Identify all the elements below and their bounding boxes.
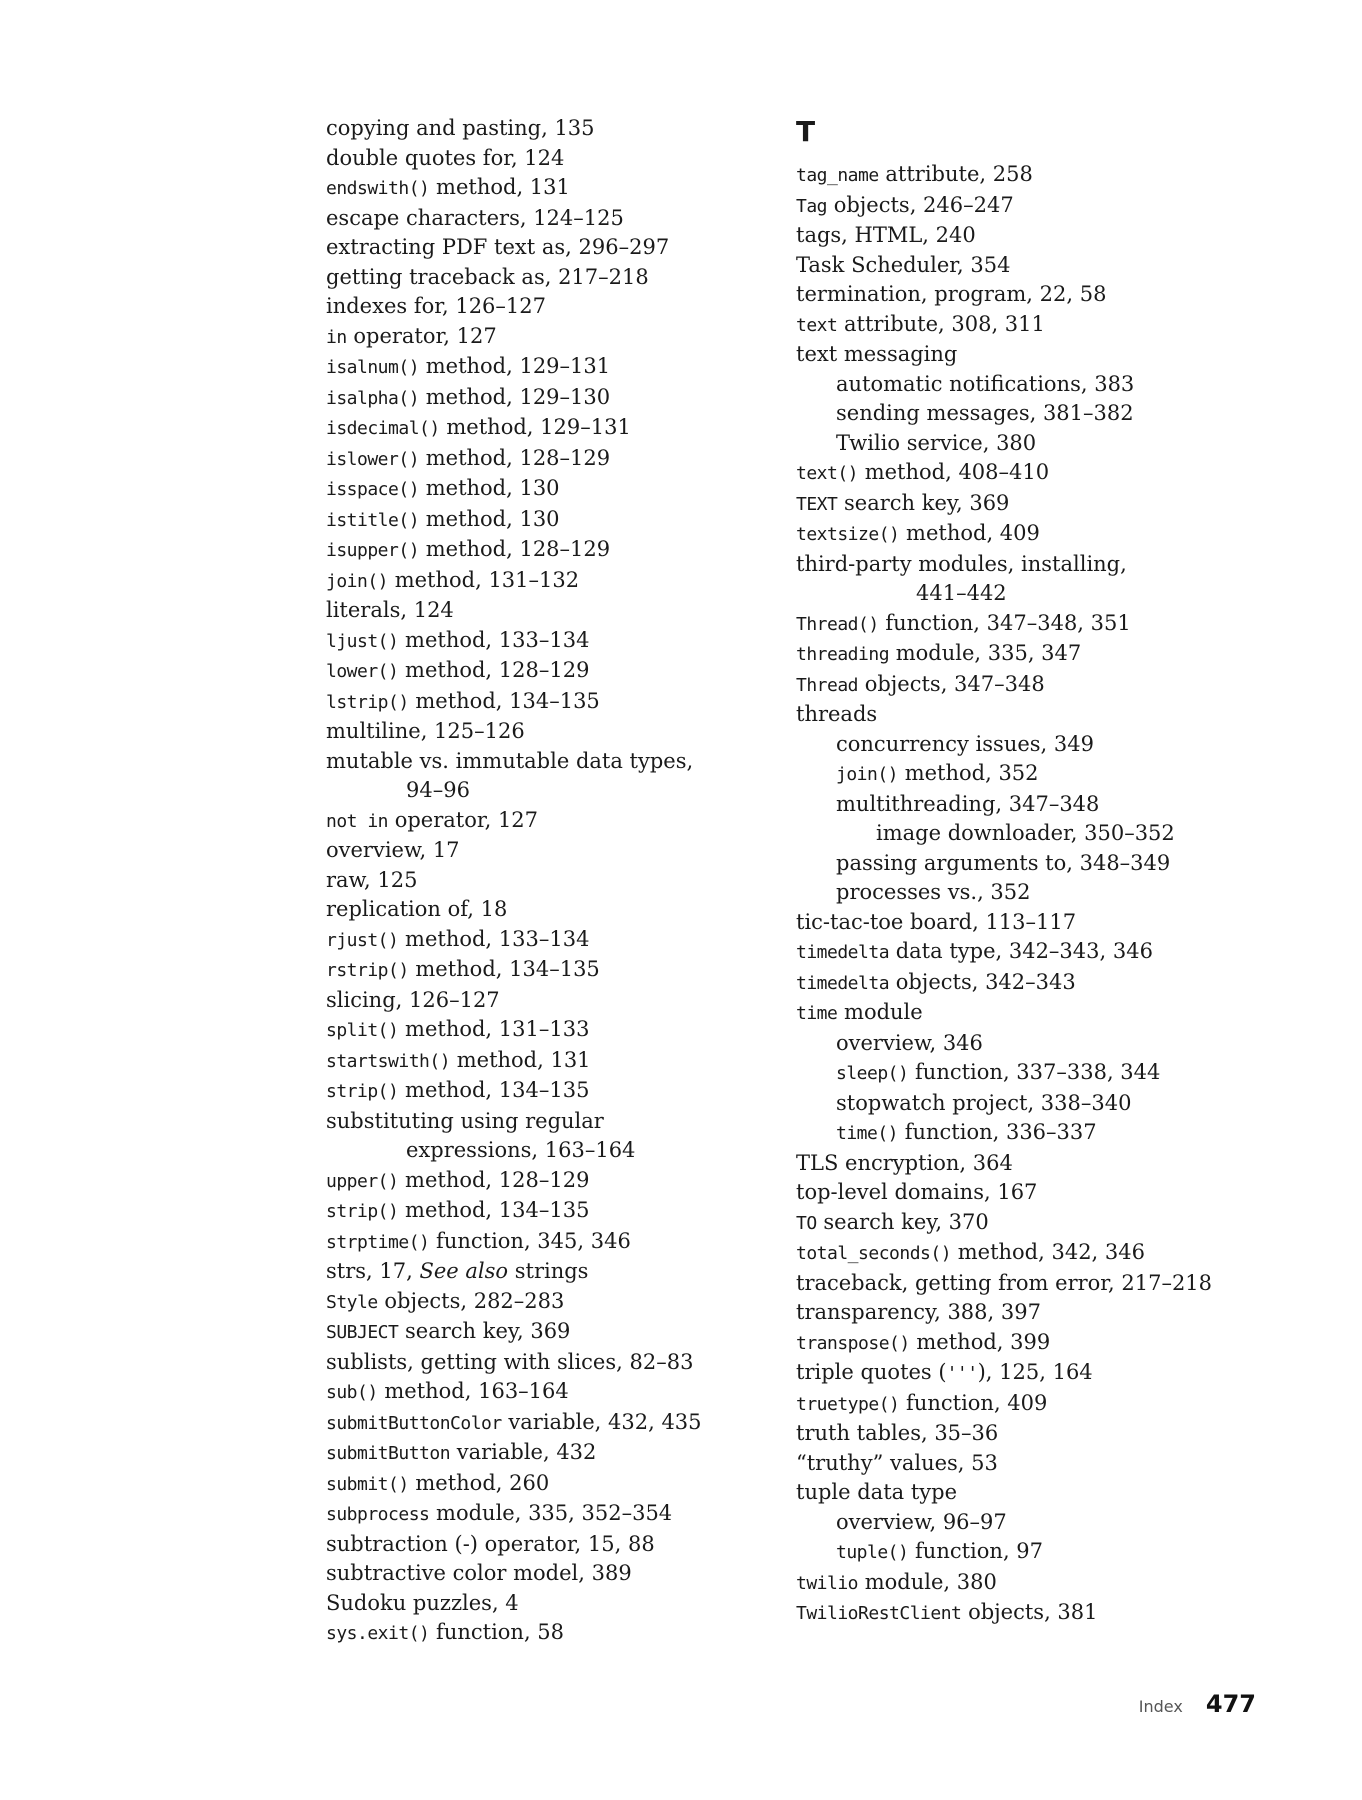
index-entry-code: time() (836, 1123, 899, 1144)
index-entry-text: concurrency issues, 349 (836, 731, 1094, 756)
index-entry-text: slicing, 126–127 (326, 987, 500, 1012)
index-entry (326, 1107, 756, 1137)
index-entry-code: not in (326, 810, 389, 832)
index-entry-code: rjust() (326, 929, 399, 951)
index-entry-code: sleep() (836, 1063, 909, 1084)
index-entry (326, 383, 756, 414)
index-entry-text: objects, 381 (961, 1600, 1098, 1624)
index-entry-text: transparency, 388, 397 (796, 1300, 1041, 1324)
index-entry-text: expressions, 163–164 (406, 1138, 636, 1162)
index-entry-code: endswith() (326, 178, 430, 199)
index-entry (326, 955, 756, 986)
index-entry-text: indexes for, 126–127 (326, 294, 546, 318)
index-entry-text: 94–96 (406, 778, 470, 802)
index-entry-text: method, 133–134 (398, 926, 590, 951)
index-entry-code: Style (326, 1291, 378, 1313)
index-entry (326, 1076, 756, 1107)
index-entry (326, 1166, 756, 1197)
index-entry-text: method, 260 (408, 1470, 550, 1495)
index-entry (796, 1449, 1256, 1479)
index-entry (326, 413, 756, 444)
index-entry-code: strip() (326, 1201, 399, 1222)
index-entry (796, 399, 1256, 429)
index-entry (326, 1469, 756, 1500)
index-entry (326, 505, 756, 536)
index-entry (796, 221, 1256, 251)
index-entry (796, 609, 1256, 640)
page-footer (1100, 1690, 1256, 1718)
index-entry-code: in (326, 326, 347, 348)
index-entry-text: method, 134–135 (398, 1198, 590, 1222)
index-entry (796, 429, 1256, 459)
index-entry-text: strs, 17, (326, 1259, 420, 1283)
index-entry-text: method, 399 (909, 1329, 1051, 1354)
index-entry (326, 656, 756, 687)
index-entry-code: twilio (796, 1572, 859, 1594)
index-entry (796, 191, 1256, 222)
index-entry (796, 1419, 1256, 1449)
index-entry (326, 292, 756, 322)
index-entry (796, 370, 1256, 400)
index-entry-text: objects, 282–283 (377, 1288, 565, 1313)
index-entry-text: automatic notifications, 383 (836, 371, 1135, 396)
index-entry (796, 251, 1256, 281)
index-entry (326, 1530, 756, 1560)
index-entry-text: escape characters, 124–125 (326, 205, 624, 230)
index-entry (326, 1618, 756, 1649)
index-entry-text: method, 131–132 (388, 567, 580, 592)
index-entry-text: method, 128–129 (398, 1167, 590, 1192)
index-entry (796, 908, 1256, 938)
index-entry-text: search key, 369 (837, 490, 1010, 515)
index-entry (326, 1227, 756, 1258)
index-entry-text: multithreading, 347–348 (836, 791, 1100, 816)
index-entry-text: third-party modules, installing, (796, 551, 1127, 576)
index-entry (796, 1238, 1256, 1269)
index-entry (796, 310, 1256, 341)
index-entry (326, 204, 756, 234)
index-entry-code: ''' (946, 1363, 978, 1384)
index-entry-text: image downloader, 350–352 (876, 821, 1175, 845)
index-entry (326, 986, 756, 1016)
index-entry-code: ljust() (326, 630, 399, 652)
index-entry-text: truth tables, 35–36 (796, 1421, 999, 1445)
index-entry-code: submit() (326, 1473, 409, 1495)
index-entry (326, 1589, 756, 1619)
index-entry (796, 1089, 1256, 1119)
index-entry-text: sublists, getting with slices, 82–83 (326, 1349, 694, 1374)
index-entry-text: search key, 370 (816, 1209, 989, 1234)
index-entry-text: operator, 127 (388, 807, 539, 832)
index-entry (796, 639, 1256, 670)
index-entry (326, 596, 756, 626)
index-entry-text: method, 409 (899, 521, 1040, 545)
index-entry-text: Twilio service, 380 (836, 430, 1037, 455)
index-entry-text: operator, 127 (346, 323, 497, 348)
index-entry-code: TEXT (796, 493, 838, 515)
index-entry (796, 968, 1256, 999)
index-entry (796, 1389, 1256, 1420)
index-entry-text: method, 129–130 (419, 384, 611, 409)
index-entry (796, 849, 1256, 879)
index-entry (326, 1046, 756, 1077)
index-entry (796, 1478, 1256, 1508)
index-entry-code: subprocess (326, 1504, 430, 1525)
footer-label: Index (1138, 1697, 1183, 1716)
index-entry (326, 1438, 756, 1469)
index-entry-text: function, 336–337 (898, 1120, 1097, 1144)
index-entry-code: text (796, 314, 838, 336)
index-entry-code: strip() (326, 1081, 399, 1102)
index-entry (326, 1499, 756, 1530)
index-entry (326, 535, 756, 566)
index-entry-text: method, 342, 346 (951, 1240, 1145, 1264)
index-entry-text: subtraction (-) operator, 15, 88 (326, 1531, 655, 1556)
index-entry (796, 1328, 1256, 1359)
index-entry-text: method, 352 (898, 761, 1039, 785)
index-entry-code: threading (796, 644, 890, 665)
index-entry (326, 474, 756, 505)
index-entry-text: search key, 369 (398, 1319, 571, 1343)
index-entry-code: isdecimal() (326, 418, 440, 439)
index-entry-text: substituting using regular (326, 1108, 604, 1133)
index-entry (326, 1559, 756, 1589)
index-entry-text: overview, 346 (836, 1030, 983, 1055)
index-entry-text: method, 128–129 (419, 537, 611, 561)
index-entry (796, 819, 1256, 849)
index-entry-code: Thread() (796, 613, 879, 635)
index-entry (796, 1598, 1256, 1629)
index-entry (796, 998, 1256, 1029)
index-entry-text: method, 131 (429, 175, 570, 199)
index-entry-text: ), 125, 164 (977, 1360, 1093, 1384)
index-entry-text: mutable vs. immutable data types, (326, 748, 694, 773)
index-entry-text: threads (796, 702, 878, 726)
index-entry-code: SUBJECT (326, 1322, 399, 1343)
index-entry (796, 160, 1256, 191)
index-entry-text: subtractive color model, 389 (326, 1561, 632, 1585)
index-entry-text: method, 408–410 (858, 460, 1050, 484)
index-entry-text: stopwatch project, 338–340 (836, 1090, 1132, 1115)
index-entry (796, 1029, 1256, 1059)
index-entry-text: getting traceback as, 217–218 (326, 264, 649, 289)
index-entry (796, 790, 1256, 820)
index-entry-text: overview, 17 (326, 838, 460, 862)
index-entry-text: data type, 342–343, 346 (889, 939, 1153, 963)
index-entry-text: method, 134–135 (408, 957, 600, 981)
index-entry-code: submitButtonColor (326, 1412, 502, 1434)
index-entry (326, 173, 756, 204)
index-entry (796, 1178, 1256, 1208)
index-entry-text: 441–442 (916, 581, 1007, 605)
index-entry-code: total_seconds() (796, 1243, 952, 1264)
index-entry (326, 566, 756, 597)
index-entry (796, 1568, 1256, 1599)
index-entry (796, 937, 1256, 968)
index-entry-code: timedelta (796, 942, 890, 963)
index-entry (326, 144, 756, 174)
index-entry-text: module, 380 (858, 1569, 997, 1594)
index-entry-code: strptime() (326, 1231, 430, 1253)
index-entry-code: tag_name (796, 165, 879, 186)
index-entry (326, 1136, 756, 1166)
index-entry (326, 925, 756, 956)
index-entry (326, 626, 756, 657)
index-entry-text: objects, 246–247 (827, 192, 1014, 217)
index-entry-text: replication of, 18 (326, 897, 508, 921)
index-entry-text: “truthy” values, 53 (796, 1450, 998, 1475)
index-entry (326, 836, 756, 866)
index-entry-text: method, 131–133 (398, 1017, 590, 1041)
index-entry-text: variable, 432 (450, 1440, 597, 1464)
index-entry-code: istitle() (326, 509, 420, 531)
index-entry-text: module, 335, 347 (889, 641, 1082, 665)
index-entry-code: isalpha() (326, 387, 420, 409)
index-entry-text: attribute, 308, 311 (837, 311, 1045, 336)
index-entry-text: method, 129–131 (439, 415, 631, 439)
index-entry-code: submitButton (326, 1443, 451, 1464)
index-entry-text: termination, program, 22, 58 (796, 282, 1107, 306)
index-entry (326, 687, 756, 718)
index-entry-text: triple quotes ( (796, 1360, 947, 1384)
index-entry-text: attribute, 258 (878, 162, 1033, 186)
index-entry-text: passing arguments to, 348–349 (836, 850, 1171, 875)
index-entry-text: extracting PDF text as, 296–297 (326, 235, 670, 259)
index-entry (326, 1287, 756, 1318)
index-entry-text: method, 134–135 (398, 1078, 590, 1102)
index-entry-code: textsize() (796, 524, 900, 545)
index-entry (326, 1317, 756, 1348)
index-entry-text: module, 335, 352–354 (429, 1501, 673, 1525)
index-entry-italic: See also (419, 1259, 509, 1283)
index-entry-text: method, 134–135 (408, 688, 600, 713)
index-entry-text: module (837, 1000, 923, 1024)
index-entry-text: function, 409 (899, 1390, 1048, 1415)
index-entry-text: tags, HTML, 240 (796, 223, 976, 247)
index-entry (796, 489, 1256, 520)
index-entry (796, 458, 1256, 489)
index-entry-text: TLS encryption, 364 (796, 1150, 1013, 1175)
index-entry-code: tuple() (836, 1542, 909, 1563)
index-entry-text: variable, 432, 435 (501, 1409, 702, 1434)
index-entry (796, 340, 1256, 370)
index-entry (796, 1149, 1256, 1179)
index-entry-code: isupper() (326, 540, 420, 561)
index-entry-code: split() (326, 1020, 399, 1041)
index-entry-text: double quotes for, 124 (326, 145, 565, 170)
index-entry-code: rstrip() (326, 960, 409, 981)
index-entry-code: Tag (796, 195, 828, 217)
index-entry-code: lstrip() (326, 691, 409, 713)
index-entry (326, 444, 756, 475)
index-entry-text: method, 130 (419, 506, 560, 531)
index-entry-text: text messaging (796, 342, 958, 366)
index-entry-text: Sudoku puzzles, 4 (326, 1590, 519, 1615)
index-entry (326, 114, 756, 144)
index-entry-text: method, 133–134 (398, 627, 590, 652)
index-entry-text: Task Scheduler, 354 (796, 252, 1011, 277)
index-entry (326, 233, 756, 263)
index-entry (326, 1348, 756, 1378)
index-entry (796, 878, 1256, 908)
page-number: 477 (1205, 1690, 1256, 1718)
index-entry (796, 1508, 1256, 1538)
index-entry-text: processes vs., 352 (836, 880, 1031, 904)
index-entry-text: function, 97 (908, 1539, 1044, 1563)
index-entry-text: literals, 124 (326, 598, 454, 622)
index-entry-text: tic-tac-toe board, 113–117 (796, 909, 1077, 934)
index-entry-text: function, 347–348, 351 (878, 610, 1131, 635)
index-entry (326, 806, 756, 837)
index-entry-text: method, 129–131 (419, 354, 611, 378)
index-entry-text: copying and pasting, 135 (326, 116, 595, 140)
index-entry (326, 352, 756, 383)
index-entry (326, 322, 756, 353)
index-entry-code: join() (326, 570, 389, 592)
index-entry-text: function, 345, 346 (429, 1228, 631, 1253)
index-entry (796, 280, 1256, 310)
index-entry-code: isspace() (326, 479, 420, 500)
index-entry (326, 866, 756, 896)
index-entry-text: overview, 96–97 (836, 1509, 1007, 1534)
index-entry-code: lower() (326, 661, 399, 682)
index-entry (796, 1118, 1256, 1149)
index-entry (796, 579, 1256, 609)
section-letter-heading: T (796, 115, 816, 148)
index-entry-code: transpose() (796, 1332, 910, 1354)
index-entry-code: startswith() (326, 1050, 451, 1072)
index-entry (796, 1537, 1256, 1568)
index-entry-code: truetype() (796, 1393, 900, 1415)
index-entry (796, 1269, 1256, 1299)
index-column-right (796, 160, 1256, 1629)
index-entry (326, 263, 756, 293)
index-entry-text: objects, 347–348 (858, 671, 1045, 696)
index-entry (326, 895, 756, 925)
index-entry (796, 670, 1256, 701)
index-entry (796, 519, 1256, 550)
index-entry-text: sending messages, 381–382 (836, 401, 1134, 425)
index-entry-text: method, 130 (419, 476, 560, 500)
index-entry-code: timedelta (796, 972, 890, 994)
index-entry (796, 759, 1256, 790)
index-entry-code: upper() (326, 1170, 399, 1192)
index-entry (796, 1208, 1256, 1239)
index-entry-text: function, 337–338, 344 (908, 1060, 1161, 1084)
index-entry-text: method, 131 (450, 1047, 591, 1072)
index-entry (326, 1257, 756, 1287)
index-entry (796, 1298, 1256, 1328)
index-entry (326, 1377, 756, 1408)
index-entry-text: function, 58 (429, 1620, 565, 1644)
index-entry (326, 1408, 756, 1439)
index-entry (796, 1358, 1256, 1389)
index-entry-text: top-level domains, 167 (796, 1180, 1038, 1204)
index-column-left (326, 114, 756, 1649)
index-entry (326, 776, 756, 806)
index-entry-code: Thread (796, 674, 859, 696)
index-entry-code: time (796, 1003, 838, 1024)
index-entry-code: sub() (326, 1382, 378, 1403)
index-entry-text: strings (508, 1259, 589, 1283)
index-entry-text: tuple data type (796, 1480, 957, 1504)
index-entry-code: text() (796, 463, 859, 484)
index-entry (326, 1015, 756, 1046)
index-entry-text: traceback, getting from error, 217–218 (796, 1270, 1213, 1295)
index-entry-text: raw, 125 (326, 867, 418, 892)
index-entry-code: TwilioRestClient (796, 1603, 962, 1624)
index-entry (326, 1196, 756, 1227)
index-entry-text: multiline, 125–126 (326, 719, 525, 743)
index-entry-code: TO (796, 1212, 817, 1234)
index-entry-code: isalnum() (326, 357, 420, 378)
index-entry (796, 700, 1256, 730)
index-entry (796, 1058, 1256, 1089)
index-entry (796, 730, 1256, 760)
index-entry-text: objects, 342–343 (889, 969, 1076, 994)
index-entry-code: islower() (326, 448, 420, 470)
index-entry-code: join() (836, 764, 899, 785)
index-entry (796, 550, 1256, 580)
index-entry-code: sys.exit() (326, 1623, 430, 1644)
index-entry-text: method, 163–164 (377, 1379, 569, 1403)
index-entry (326, 747, 756, 777)
index-entry-text: method, 128–129 (419, 445, 611, 470)
index-entry (326, 717, 756, 747)
index-entry-text: method, 128–129 (398, 658, 590, 682)
